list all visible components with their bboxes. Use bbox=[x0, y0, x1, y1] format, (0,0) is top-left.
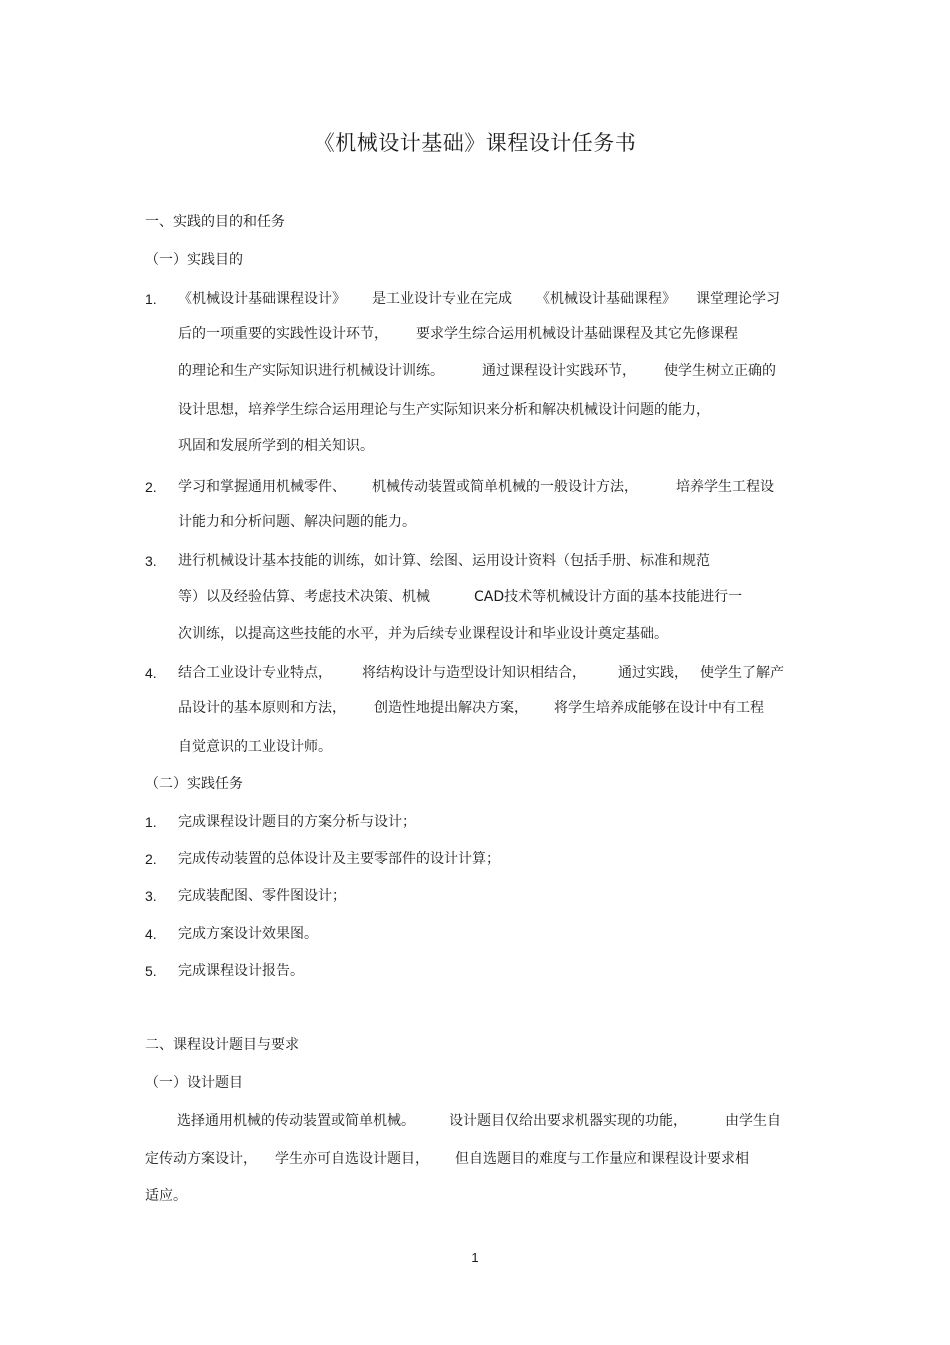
paragraph-line bbox=[178, 289, 780, 309]
text-run: 通过课程设计实践环节， bbox=[482, 363, 636, 379]
page-number: 1 bbox=[471, 1250, 479, 1265]
text-run: CAD技术等机械设计方面的基本技能进行一 bbox=[474, 589, 743, 605]
text-run: 《机械设计基础课程》 bbox=[536, 291, 676, 307]
list-number: 2. bbox=[145, 479, 157, 495]
text-run: 结合工业设计专业特点， bbox=[178, 665, 332, 681]
subsection-heading-purpose: （一）实践目的 bbox=[145, 252, 243, 268]
list-number: 4. bbox=[145, 926, 157, 942]
task-item: 完成课程设计题目的方案分析与设计； bbox=[178, 814, 416, 830]
text-run: 要求学生综合运用机械设计基础课程及其它先修课程 bbox=[416, 326, 738, 342]
list-number: 1. bbox=[145, 291, 157, 307]
list-number: 3. bbox=[145, 553, 157, 569]
text-run: 将结构设计与造型设计知识相结合， bbox=[362, 665, 586, 681]
text-run: 但自选题目的难度与工作量应和课程设计要求相 bbox=[455, 1151, 749, 1167]
text-run: 品设计的基本原则和方法， bbox=[178, 700, 346, 716]
section-heading-1: 一、实践的目的和任务 bbox=[145, 214, 285, 230]
page-title: 《机械设计基础》课程设计任务书 bbox=[313, 131, 637, 155]
task-item: 完成课程设计报告。 bbox=[178, 963, 304, 979]
paragraph-line bbox=[178, 324, 738, 344]
paragraph-line: 适应。 bbox=[145, 1188, 187, 1204]
list-number: 3. bbox=[145, 888, 157, 904]
list-number: 1. bbox=[145, 814, 157, 830]
paragraph-line bbox=[177, 1111, 781, 1131]
text-run: 设计题目仅给出要求机器实现的功能， bbox=[449, 1113, 687, 1129]
paragraph-line: 进行机械设计基本技能的训练，如计算、绘图、运用设计资料（包括手册、标准和规范 bbox=[178, 553, 710, 569]
text-run: 使学生树立正确的 bbox=[664, 363, 776, 379]
text-run: 是工业设计专业在完成 bbox=[372, 291, 512, 307]
subsection-heading-tasks: （二）实践任务 bbox=[145, 776, 243, 792]
text-run: 创造性地提出解决方案， bbox=[374, 700, 528, 716]
paragraph-line: 设计思想，培养学生综合运用理论与生产实际知识来分析和解决机械设计问题的能力， bbox=[178, 402, 710, 418]
paragraph-line: 计能力和分析问题、解决问题的能力。 bbox=[178, 514, 416, 530]
paragraph-line bbox=[145, 1149, 749, 1169]
task-item: 完成装配图、零件图设计； bbox=[178, 888, 346, 904]
list-number: 4. bbox=[145, 665, 157, 681]
text-run: 机械传动装置或简单机械的一般设计方法， bbox=[372, 479, 638, 495]
paragraph-line bbox=[178, 663, 784, 683]
paragraph-line: 次训练，以提高这些技能的水平，并为后续专业课程设计和毕业设计奠定基础。 bbox=[178, 626, 668, 642]
paragraph-line bbox=[178, 698, 764, 718]
section-heading-2: 二、课程设计题目与要求 bbox=[145, 1037, 299, 1053]
text-run: 学生亦可自选设计题目， bbox=[275, 1151, 429, 1167]
text-run: 课堂理论学习 bbox=[696, 291, 780, 307]
list-number: 2. bbox=[145, 851, 157, 867]
task-item: 完成传动装置的总体设计及主要零部件的设计计算； bbox=[178, 851, 500, 867]
text-run: 将学生培养成能够在设计中有工程 bbox=[554, 700, 764, 716]
text-run: 《机械设计基础课程设计》 bbox=[178, 291, 346, 307]
list-number: 5. bbox=[145, 963, 157, 979]
text-run: 通过实践， bbox=[618, 665, 688, 681]
text-run: 选择通用机械的传动装置或简单机械。 bbox=[177, 1113, 415, 1129]
paragraph-line bbox=[178, 477, 774, 497]
text-run: 由学生自 bbox=[725, 1113, 781, 1129]
paragraph-line: 自觉意识的工业设计师。 bbox=[178, 739, 332, 755]
text-run: 培养学生工程设 bbox=[676, 479, 774, 495]
text-run: 学习和掌握通用机械零件、 bbox=[178, 479, 346, 495]
subsection-heading-topic: （一）设计题目 bbox=[145, 1075, 243, 1091]
paragraph-line bbox=[178, 587, 742, 607]
paragraph-line bbox=[178, 361, 776, 381]
text-run: 使学生了解产 bbox=[700, 665, 784, 681]
text-run: 等）以及经验估算、考虑技术决策、机械 bbox=[178, 589, 430, 605]
task-item: 完成方案设计效果图。 bbox=[178, 926, 318, 942]
paragraph-line: 巩固和发展所学到的相关知识。 bbox=[178, 438, 374, 454]
text-run: 后的一项重要的实践性设计环节， bbox=[178, 326, 388, 342]
text-run: 的理论和生产实际知识进行机械设计训练。 bbox=[178, 363, 444, 379]
text-run: 定传动方案设计， bbox=[145, 1151, 257, 1167]
